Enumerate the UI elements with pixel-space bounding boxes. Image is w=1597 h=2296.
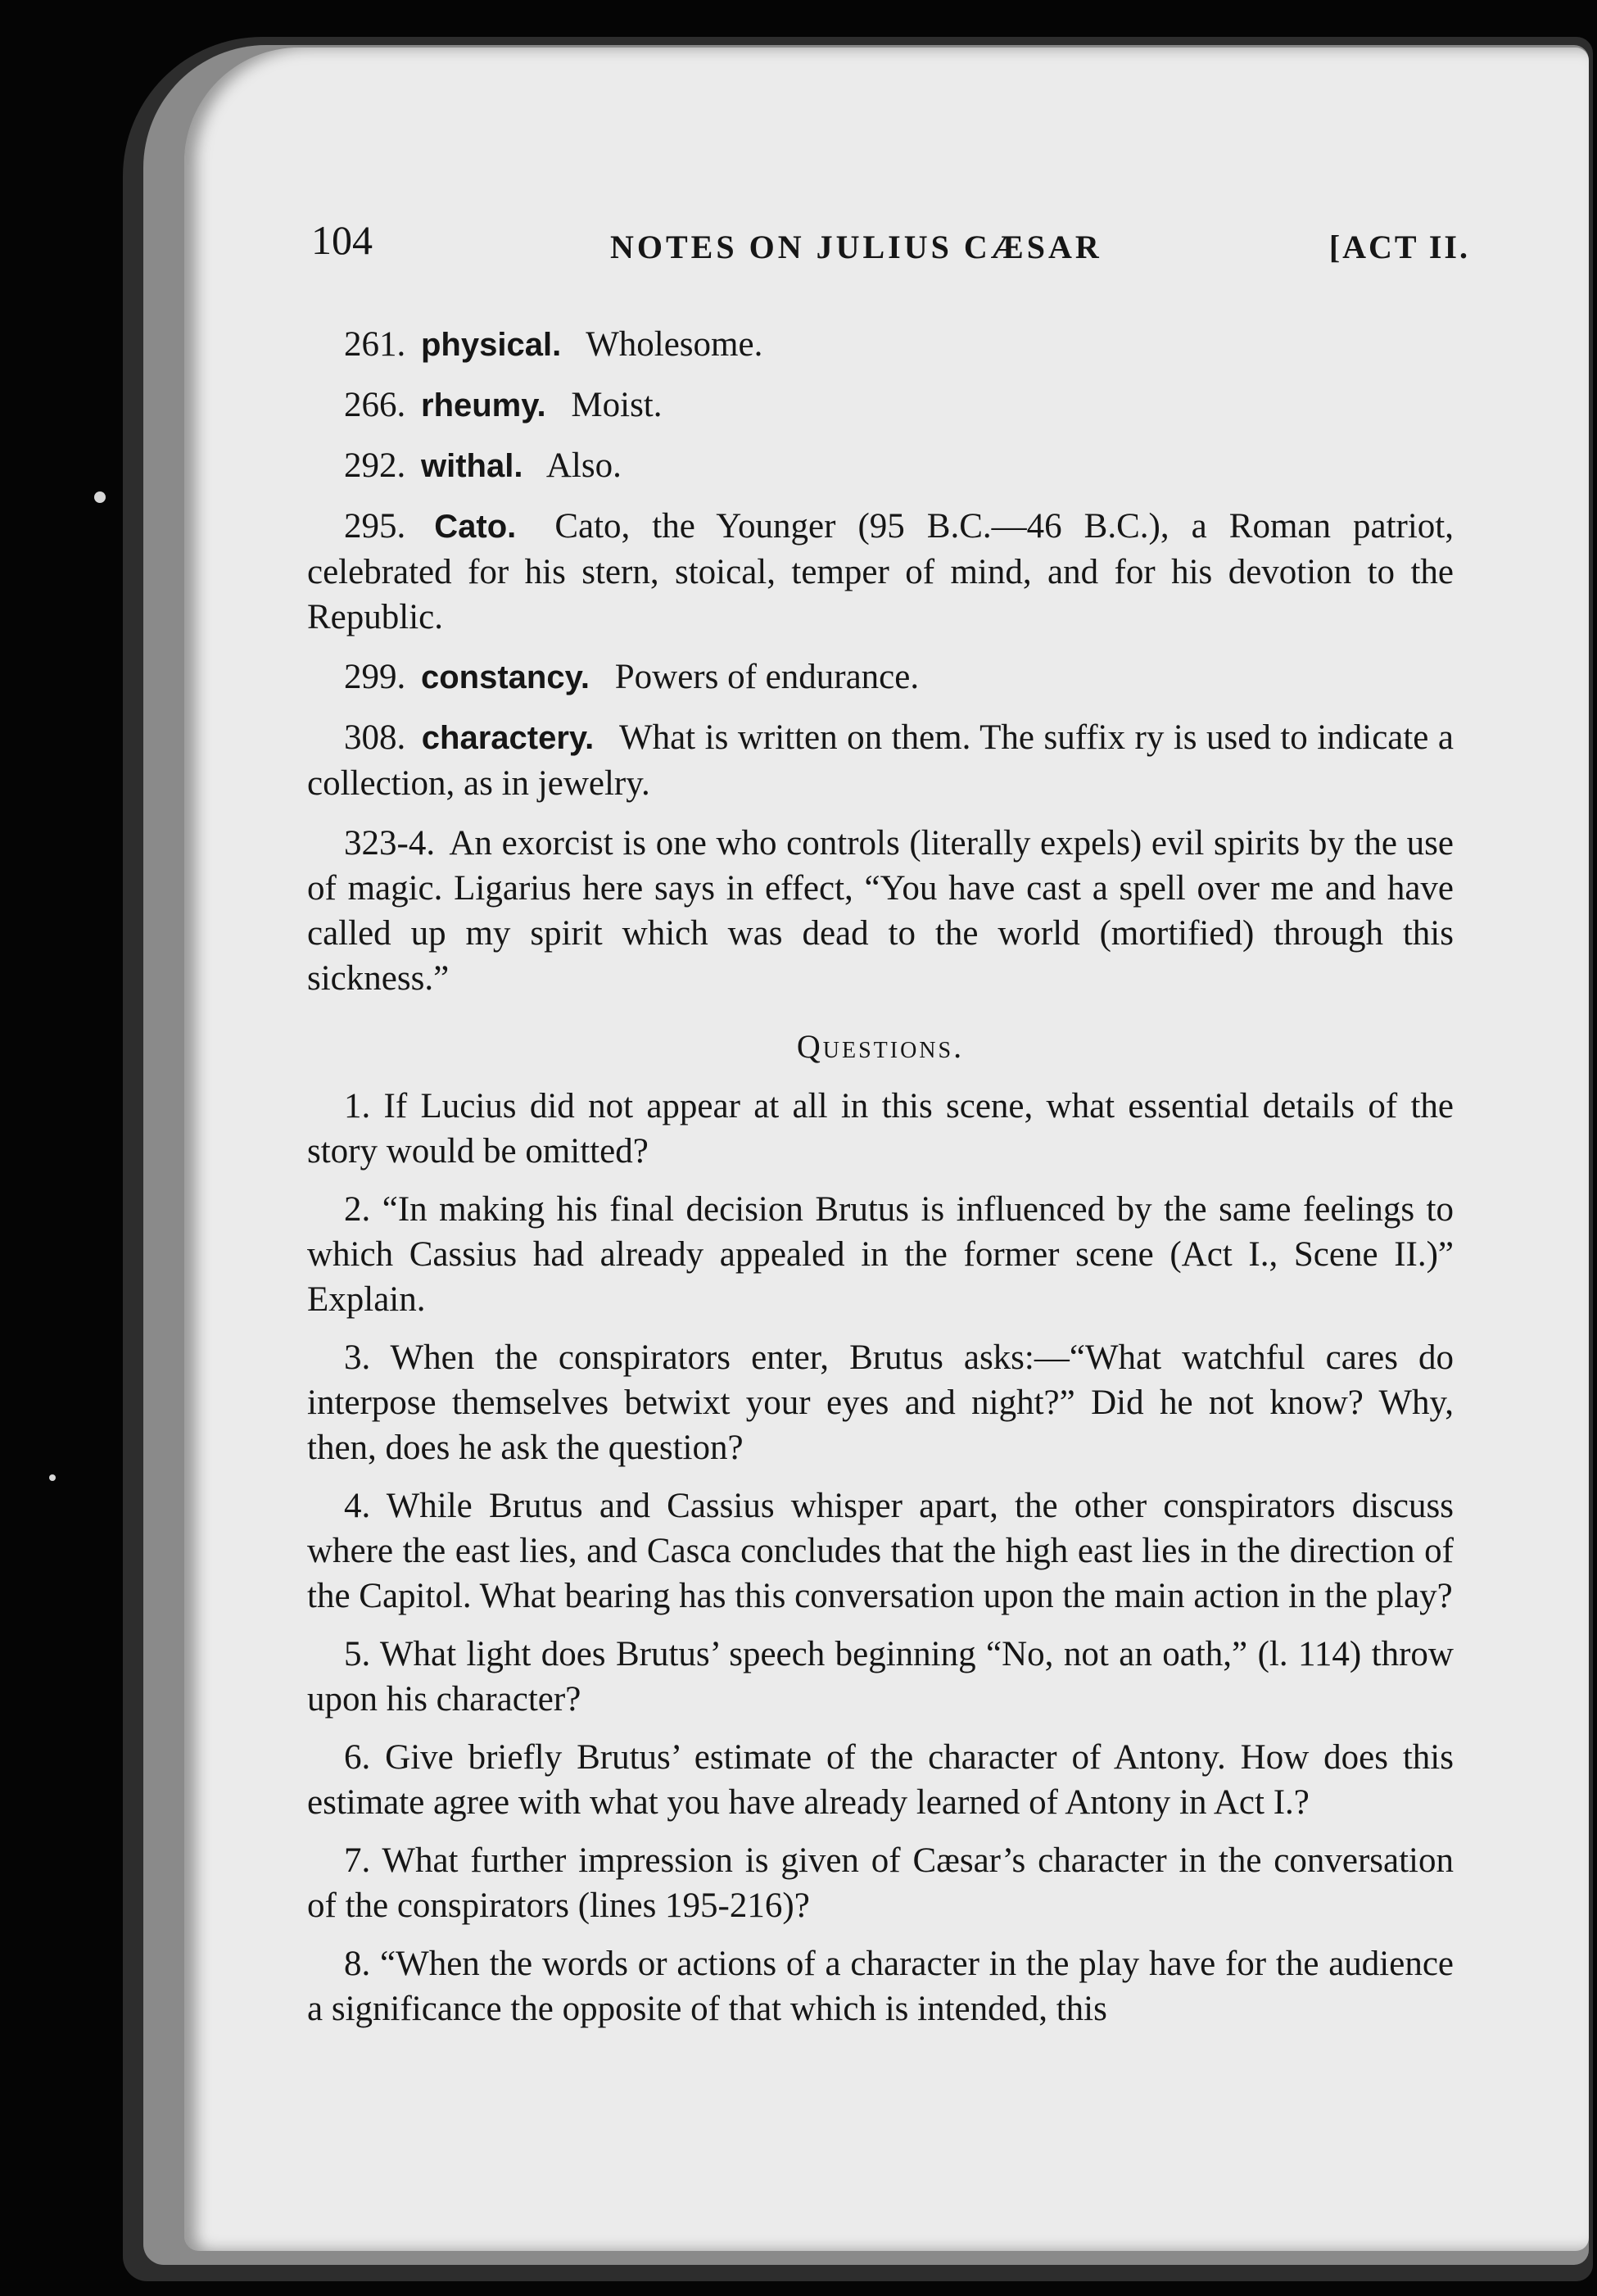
note-number: 292.: [344, 446, 406, 485]
note-item: [307, 504, 1454, 640]
note-item: [307, 715, 1454, 806]
note-item: [307, 821, 1454, 1001]
question-item: 6. Give briefly Brutus’ estimate of the character of Antony. How does this estimate agree with what you have already learned of Antony in Act I.?: [307, 1738, 1454, 1822]
note-number: 266.: [344, 386, 406, 424]
note-number: 261.: [344, 325, 406, 364]
note-text: Wholesome.: [586, 325, 763, 364]
question-item: 8. “When the words or actions of a character in the play have for the audience a significance the opposite of that which is intended, this: [307, 1945, 1454, 2028]
question-item: 3. When the conspirators enter, Brutus asks:—“What watchful cares do interpose themselves betwixt your eyes and night?” Did he not know? Why, then, does he ask the question?: [307, 1338, 1454, 1467]
speck: [49, 1474, 56, 1481]
act-label: [ACT II.: [1328, 229, 1470, 265]
running-head: [307, 218, 1470, 275]
note-number: 299.: [344, 658, 406, 696]
note-number: 323-4.: [344, 824, 436, 863]
notes-section: [307, 322, 1454, 2045]
question-item: 4. While Brutus and Cassius whisper apart, the other conspirators discuss where the east lies, and Casca concludes that the high east lies in the direction of the Capitol. What bearing has this conversation upon the main action in the play?: [307, 1487, 1454, 1615]
questions-heading: Questions.: [796, 1028, 965, 1065]
note-item: [307, 443, 1454, 489]
note-text: Also.: [545, 446, 622, 485]
note-item: [307, 654, 1454, 700]
page-number: 104: [311, 217, 373, 263]
note-text: An exorcist is one who controls (literally expels) evil spirits by the use of magic. Ligarius here says in effect, “You have cast a spell over me and have called up my spirit which was dead to the world (mortified) through this sickness.”: [307, 824, 1454, 998]
note-term: physical.: [421, 327, 562, 363]
speck: [94, 491, 106, 503]
note-number: 308.: [344, 718, 406, 757]
note-text: Moist.: [571, 386, 663, 424]
note-number: 295.: [344, 507, 406, 546]
question-item: 5. What light does Brutus’ speech beginning “No, not an oath,” (l. 114) throw upon his character?: [307, 1635, 1454, 1719]
note-text: What is written on them. The suffix ry is used to indicate a collection, as in jewelry.: [307, 718, 1454, 803]
note-term: constancy.: [421, 659, 590, 695]
book-page: [184, 48, 1589, 2251]
note-term: rheumy.: [421, 387, 546, 423]
question-item: 7. What further impression is given of Cæsar’s character in the conversation of the conspirators (lines 195-216)?: [307, 1841, 1454, 1925]
note-term: Cato.: [434, 509, 517, 545]
note-text: Cato, the Younger (95 B.C.—46 B.C.), a Roman patriot, celebrated for his stern, stoical, temper of mind, and for his devotion to the Republic.: [307, 507, 1454, 636]
note-item: [307, 322, 1454, 368]
note-term: charactery.: [421, 720, 595, 756]
note-item: [307, 383, 1454, 428]
note-term: withal.: [421, 448, 523, 484]
running-title: NOTES ON JULIUS CÆSAR: [610, 229, 1102, 265]
note-text: Powers of endurance.: [614, 658, 920, 696]
question-item: 1. If Lucius did not appear at all in this scene, what essential details of the story would be omitted?: [307, 1087, 1454, 1171]
question-item: 2. “In making his final decision Brutus is influenced by the same feelings to which Cassius had already appealed in the former scene (Act I., Scene II.)” Explain.: [307, 1190, 1454, 1319]
